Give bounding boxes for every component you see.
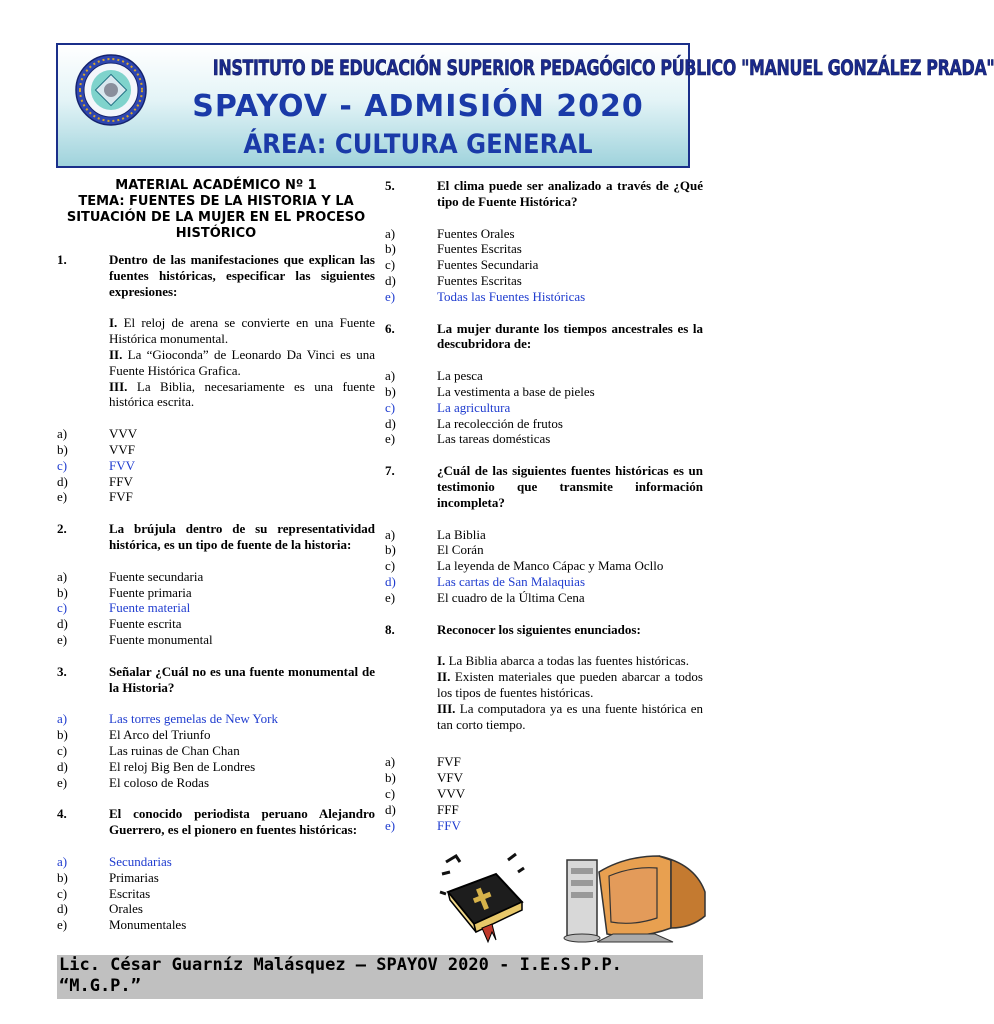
statement-roman: II. — [109, 346, 123, 362]
title-line-2: TEMA: FUENTES DE LA HISTORIA Y LA SITUACIÓN DE LA MUJER EN EL PROCESO HISTÓRICO — [66, 194, 366, 241]
option-letter: e) — [57, 774, 68, 790]
option-d — [57, 901, 375, 917]
option-letter: a) — [385, 754, 396, 770]
option-text: FVF — [437, 754, 461, 770]
option-text: Fuente primaria — [109, 584, 192, 600]
option-a — [385, 754, 703, 770]
option-a — [385, 527, 703, 543]
option-letter: d) — [385, 272, 396, 288]
option-c — [385, 257, 703, 273]
question-text: La mujer durante los tiempos ancestrales es la descubridora de: — [437, 320, 703, 352]
statement-roman: III. — [109, 378, 128, 394]
bible-book-icon — [438, 852, 526, 944]
option-letter: d) — [57, 616, 68, 632]
option-text: Las ruinas de Chan Chan — [109, 742, 240, 758]
right-column — [385, 178, 703, 849]
statement-roman: III. — [437, 700, 456, 716]
option-text: VVV — [109, 426, 138, 442]
option-text: La leyenda de Manco Cápac y Mama Ocllo — [437, 558, 664, 574]
option-letter: b) — [385, 241, 396, 257]
option-b — [385, 384, 703, 400]
option-text: Fuentes Escritas — [437, 272, 522, 288]
header-banner — [56, 43, 994, 168]
option-letter: b) — [385, 770, 396, 786]
option-a — [57, 569, 375, 585]
question-number: 2. — [57, 521, 67, 537]
statement-text: El reloj de arena se convierte en una Fuente Histórica monumental. — [109, 315, 375, 347]
option-text: Monumentales — [109, 917, 187, 933]
question-6 — [385, 321, 703, 448]
option-c-answer — [57, 600, 375, 616]
option-b — [385, 770, 703, 786]
option-letter: c) — [385, 785, 396, 801]
option-text: El coloso de Rodas — [109, 774, 210, 790]
option-text: FVV — [109, 457, 136, 473]
area-title: ÁREA: CULTURA GENERAL — [243, 129, 593, 160]
option-d — [385, 273, 703, 289]
option-letter: b) — [57, 869, 68, 885]
statement-text: Existen materiales que pueden abarcar a todos los tipos de fuentes históricas. — [437, 669, 703, 700]
option-d — [385, 802, 703, 818]
option-text: La agricultura — [437, 399, 511, 415]
option-text: El Arco del Triunfo — [109, 727, 211, 743]
option-a-answer — [57, 854, 375, 870]
option-text: La vestimenta a base de pieles — [437, 383, 595, 399]
question-number: 7. — [385, 463, 395, 479]
option-letter: e) — [57, 917, 68, 933]
option-letter: e) — [385, 431, 396, 447]
option-letter: e) — [385, 817, 396, 833]
option-text: Fuentes Orales — [437, 225, 515, 241]
option-letter: c) — [57, 742, 68, 758]
options — [57, 569, 375, 648]
option-c-answer — [385, 400, 703, 416]
question-number: 6. — [385, 320, 395, 336]
option-b — [385, 241, 703, 257]
question-text: Señalar ¿Cuál no es una fuente monumental de la Historia? — [109, 663, 375, 695]
option-text: Fuentes Secundaria — [437, 257, 539, 273]
option-b — [57, 870, 375, 886]
option-b — [57, 585, 375, 601]
question-number: 5. — [385, 178, 395, 193]
question-text: ¿Cuál de las siguientes fuentes históricas es un testimonio que transmite información incompleta? — [437, 463, 703, 510]
option-text: Las cartas de San Malaquias — [437, 573, 586, 589]
option-text: FFV — [437, 817, 461, 833]
question-number: 4. — [57, 806, 67, 822]
option-text: VVF — [109, 441, 136, 457]
options — [385, 368, 703, 447]
left-column — [57, 178, 375, 949]
option-d — [57, 474, 375, 490]
option-letter: e) — [57, 489, 68, 505]
option-text: Primarias — [109, 869, 159, 885]
statements — [437, 653, 703, 732]
question-text: Dentro de las manifestaciones que explican las fuentes históricas, especificar las siguientes expresiones: — [109, 252, 375, 299]
option-text: Fuentes Escritas — [437, 241, 522, 257]
option-a-answer — [57, 711, 375, 727]
option-text: Fuente escrita — [109, 616, 182, 632]
option-e — [57, 489, 375, 505]
option-text: Las torres gemelas de New York — [109, 711, 278, 727]
option-e — [57, 917, 375, 933]
option-a — [385, 368, 703, 384]
option-text: El reloj Big Ben de Londres — [109, 758, 256, 774]
statement-text: La computadora ya es una fuente histórica en tan corto tiempo. — [437, 700, 703, 732]
option-text: VFV — [437, 770, 464, 786]
question-text: El conocido periodista peruano Alejandro Guerrero, es el pionero en fuentes históricas: — [109, 806, 375, 838]
option-e — [57, 775, 375, 791]
statement-text: La Biblia, necesariamente es una fuente histórica escrita. — [109, 378, 375, 410]
question-2 — [57, 521, 375, 648]
option-e — [385, 590, 703, 606]
document-title — [57, 178, 375, 242]
option-text: Orales — [109, 901, 143, 917]
option-text: Fuente monumental — [109, 631, 213, 647]
option-letter: b) — [57, 584, 68, 600]
option-letter: c) — [385, 257, 396, 273]
option-letter: d) — [57, 901, 68, 917]
option-text: La pesca — [437, 368, 483, 384]
option-b — [385, 542, 703, 558]
statement-text: La “Gioconda” de Leonardo Da Vinci es una Fuente Histórica Grafica. — [109, 346, 375, 378]
option-letter: b) — [385, 383, 396, 399]
options — [57, 711, 375, 790]
question-text: La brújula dentro de su representatividad histórica, es un tipo de fuente de la historia: — [109, 521, 375, 552]
option-d-answer — [385, 574, 703, 590]
option-letter: d) — [57, 758, 68, 774]
statements — [109, 315, 375, 410]
options — [385, 754, 703, 833]
question-number: 1. — [57, 252, 67, 267]
option-text: Todas las Fuentes Históricas — [437, 288, 586, 304]
option-letter: e) — [57, 631, 68, 647]
question-5 — [385, 178, 703, 305]
question-3 — [57, 664, 375, 791]
option-e — [385, 431, 703, 447]
option-letter: a) — [57, 711, 68, 727]
options — [385, 226, 703, 305]
option-c — [385, 786, 703, 802]
institute-name: INSTITUTO DE EDUCACIÓN SUPERIOR PEDAGÓGICO PÚBLICO "MANUEL GONZÁLEZ PRADA" — [212, 56, 994, 80]
option-letter: d) — [385, 415, 396, 431]
option-letter: c) — [57, 600, 68, 616]
option-e — [57, 632, 375, 648]
option-c — [57, 743, 375, 759]
option-letter: d) — [385, 801, 396, 817]
option-letter: b) — [57, 727, 68, 743]
option-letter: e) — [385, 589, 396, 605]
program-title: SPAYOV - ADMISIÓN 2020 — [192, 89, 644, 124]
statement-roman: I. — [437, 653, 446, 669]
option-text: Secundarias — [109, 853, 172, 869]
option-b — [57, 727, 375, 743]
question-8 — [385, 622, 703, 834]
option-b — [57, 442, 375, 458]
question-4 — [57, 806, 375, 933]
option-d — [385, 416, 703, 432]
option-text: La recolección de frutos — [437, 415, 563, 431]
option-a — [385, 226, 703, 242]
option-letter: c) — [385, 558, 396, 574]
statement-text: La Biblia abarca a todas las fuentes históricas. — [445, 653, 689, 669]
statement-roman: II. — [437, 669, 451, 685]
question-7 — [385, 463, 703, 605]
option-text: FVF — [109, 489, 133, 505]
option-e-answer — [385, 818, 703, 834]
statement-roman: I. — [109, 315, 118, 331]
question-1 — [57, 252, 375, 505]
option-text: Fuente material — [109, 600, 191, 616]
option-d — [57, 616, 375, 632]
option-letter: a) — [57, 853, 68, 869]
question-text: El clima puede ser analizado a través de ¿Qué tipo de Fuente Histórica? — [437, 178, 703, 209]
option-letter: b) — [57, 441, 68, 457]
option-letter: a) — [57, 568, 68, 584]
computer-icon — [555, 852, 713, 944]
option-text: Fuente secundaria — [109, 568, 204, 584]
option-d — [57, 759, 375, 775]
option-letter: b) — [385, 542, 396, 558]
option-text: El cuadro de la Última Cena — [437, 589, 585, 605]
options — [57, 854, 375, 933]
footer-bar: Lic. César Guarníz Malásquez – SPAYOV 2020 - I.E.S.P.P. “M.G.P.” — [57, 955, 703, 999]
option-c-answer — [57, 458, 375, 474]
option-text: VVV — [437, 785, 466, 801]
title-line-1: MATERIAL ACADÉMICO Nº 1 — [115, 178, 317, 193]
option-letter: a) — [57, 426, 68, 442]
option-c — [57, 886, 375, 902]
option-text: El Corán — [437, 542, 484, 558]
option-c — [385, 558, 703, 574]
question-text: Reconocer los siguientes enunciados: — [437, 621, 641, 637]
option-text: FFF — [437, 801, 459, 817]
option-letter: c) — [57, 885, 68, 901]
option-letter: a) — [385, 368, 396, 384]
option-text: La Biblia — [437, 526, 486, 542]
question-number: 3. — [57, 663, 67, 679]
option-text: FFV — [109, 473, 133, 489]
option-letter: e) — [385, 288, 396, 304]
options — [385, 527, 703, 606]
option-text: Las tareas domésticas — [437, 431, 551, 447]
option-letter: a) — [385, 225, 396, 241]
institute-seal-icon — [74, 53, 148, 127]
question-number: 8. — [385, 621, 395, 637]
option-e-answer — [385, 289, 703, 305]
option-text: Escritas — [109, 885, 151, 901]
option-a — [57, 426, 375, 442]
option-letter: d) — [57, 473, 68, 489]
options — [57, 426, 375, 505]
option-letter: d) — [385, 573, 396, 589]
option-letter: a) — [385, 526, 396, 542]
option-letter: c) — [385, 399, 396, 415]
option-letter: c) — [57, 457, 68, 473]
